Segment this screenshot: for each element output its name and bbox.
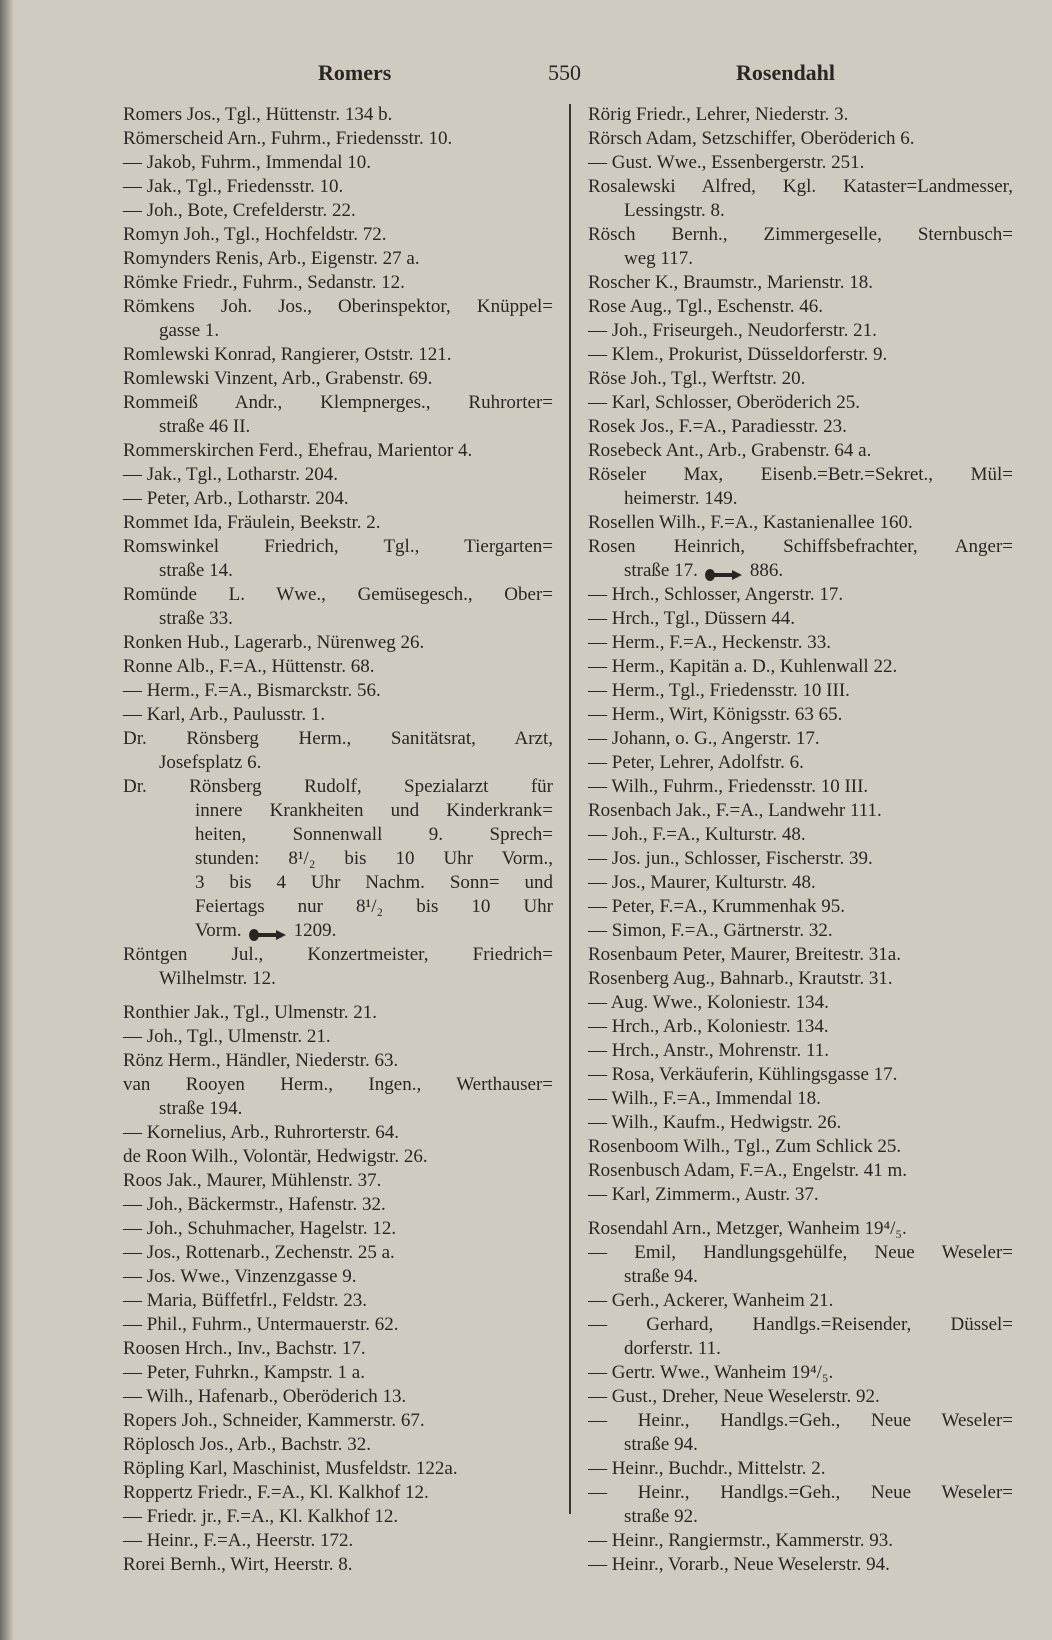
entry-text: — Maria, Büffetfrl., Feldstr. 23. <box>123 1290 367 1311</box>
entry-text: — Gertr. Wwe., Wanheim 19⁴/₅. <box>588 1362 834 1383</box>
entry-text: — Joh., F.=A., Kulturstr. 48. <box>588 824 806 845</box>
directory-entry-line <box>123 1457 553 1481</box>
directory-entry-continuation <box>588 559 1013 583</box>
entry-text: — Wilh., F.=A., Immendal 18. <box>588 1088 821 1109</box>
directory-entry-line <box>123 583 553 607</box>
directory-entry-line <box>123 727 553 751</box>
directory-entry-line <box>123 1313 553 1337</box>
directory-entry-line <box>123 1265 553 1289</box>
directory-entry-line <box>588 727 1013 751</box>
directory-entry-line <box>588 103 1013 127</box>
entry-text: Roscher K., Braumstr., Marienstr. 18. <box>588 272 873 293</box>
entry-gap <box>123 991 553 1001</box>
directory-entry-line <box>588 1481 1013 1505</box>
entry-text: straße 94. <box>624 1434 698 1455</box>
entry-text: Römke Friedr., Fuhrm., Sedanstr. 12. <box>123 272 405 293</box>
directory-entry-line <box>588 631 1013 655</box>
entry-text: Romlewski Vinzent, Arb., Grabenstr. 69. <box>123 368 433 389</box>
directory-entry-continuation <box>588 199 1013 223</box>
entry-text: Ropers Joh., Schneider, Kammerstr. 67. <box>123 1410 425 1431</box>
entry-text: Roos Jak., Maurer, Mühlenstr. 37. <box>123 1170 382 1191</box>
directory-entry-continuation <box>123 847 553 871</box>
directory-entry-line <box>588 151 1013 175</box>
entry-text: — Jos., Maurer, Kulturstr. 48. <box>588 872 816 893</box>
entry-text: — Jak., Tgl., Friedensstr. 10. <box>123 176 344 197</box>
page-number: 550 <box>548 60 581 85</box>
directory-entry-line <box>588 943 1013 967</box>
directory-entry-continuation <box>123 319 553 343</box>
entry-text: — Klem., Prokurist, Düsseldorferstr. 9. <box>588 344 888 365</box>
directory-entry-line <box>123 487 553 511</box>
entry-text: Röseler Max, Eisenb.=Betr.=Sekret., Mül= <box>588 464 1013 485</box>
left-column <box>123 103 553 1577</box>
directory-entry-continuation <box>123 799 553 823</box>
directory-entry-continuation <box>123 751 553 775</box>
entry-text: Rörsch Adam, Setzschiffer, Oberöderich 6. <box>588 128 915 149</box>
entry-text: gasse 1. <box>159 320 220 341</box>
directory-entry-line <box>588 1183 1013 1207</box>
directory-entry-line <box>123 367 553 391</box>
entry-text: — Phil., Fuhrm., Untermauerstr. 62. <box>123 1314 399 1335</box>
entry-text: — Joh., Schuhmacher, Hagelstr. 12. <box>123 1218 397 1239</box>
entry-text: straße 14. <box>159 560 233 581</box>
directory-entry-line <box>588 367 1013 391</box>
entry-text: — Wilh., Kaufm., Hedwigstr. 26. <box>588 1112 842 1133</box>
entry-text: straße 94. <box>624 1266 698 1287</box>
entry-text: Wilhelmstr. 12. <box>159 968 276 989</box>
entry-text: straße 46 II. <box>159 416 251 437</box>
directory-entry-line <box>588 295 1013 319</box>
entry-text: Röplosch Jos., Arb., Bachstr. 32. <box>123 1434 372 1455</box>
entry-text: — Jak., Tgl., Lotharstr. 204. <box>123 464 338 485</box>
directory-entry-line <box>123 1121 553 1145</box>
directory-entry-continuation <box>588 247 1013 271</box>
directory-entry-line <box>588 1385 1013 1409</box>
directory-entry-line <box>588 871 1013 895</box>
entry-text: Romünde L. Wwe., Gemüsegesch., Ober= <box>123 584 553 605</box>
entry-text: — Peter, F.=A., Krummenhak 95. <box>588 896 845 917</box>
directory-entry-line <box>588 1015 1013 1039</box>
directory-entry-line <box>588 1087 1013 1111</box>
entry-text: — Friedr. jr., F.=A., Kl. Kalkhof 12. <box>123 1506 399 1527</box>
entry-text: weg 117. <box>624 248 693 269</box>
directory-entry-line <box>588 919 1013 943</box>
directory-entry-line <box>588 1553 1013 1577</box>
directory-entry-line <box>123 1049 553 1073</box>
directory-entry-line <box>123 703 553 727</box>
entry-text: Lessingstr. 8. <box>624 200 725 221</box>
directory-entry-continuation <box>123 1097 553 1121</box>
entry-text: straße 33. <box>159 608 233 629</box>
entry-text: Rosenbaum Peter, Maurer, Breitestr. 31a. <box>588 944 901 965</box>
directory-entry-line <box>588 415 1013 439</box>
directory-entry-line <box>588 895 1013 919</box>
page-header <box>0 60 1052 94</box>
directory-entry-continuation <box>123 823 553 847</box>
entry-text: — Heinr., Handlgs.=Geh., Neue Weseler= <box>588 1410 1013 1431</box>
entry-text: — Wilh., Hafenarb., Oberöderich 13. <box>123 1386 407 1407</box>
directory-entry-line <box>123 1409 553 1433</box>
directory-entry-line <box>123 943 553 967</box>
column-divider <box>569 104 571 1514</box>
entry-text: Rorei Bernh., Wirt, Heerstr. 8. <box>123 1554 353 1575</box>
entry-text: Rosen Heinrich, Schiffsbefrachter, Anger= <box>588 536 1013 557</box>
directory-entry-line <box>588 127 1013 151</box>
directory-entry-line <box>123 1289 553 1313</box>
entry-text: straße 194. <box>159 1098 243 1119</box>
entry-text: — Aug. Wwe., Koloniestr. 134. <box>588 992 829 1013</box>
entry-text: van Rooyen Herm., Ingen., Werthauser= <box>123 1074 553 1095</box>
directory-entry-line <box>588 751 1013 775</box>
entry-text: Rosek Jos., F.=A., Paradiesstr. 23. <box>588 416 847 437</box>
directory-entry-line <box>588 271 1013 295</box>
entry-text: — Heinr., F.=A., Heerstr. 172. <box>123 1530 354 1551</box>
directory-entry-line <box>588 1409 1013 1433</box>
directory-entry-line <box>588 679 1013 703</box>
directory-entry-line <box>123 127 553 151</box>
directory-entry-continuation <box>123 607 553 631</box>
entry-text: — Peter, Lehrer, Adolfstr. 6. <box>588 752 804 773</box>
entry-text: Rosendahl Arn., Metzger, Wanheim 19⁴/₅. <box>588 1218 907 1239</box>
entry-text: Rommet Ida, Fräulein, Beekstr. 2. <box>123 512 381 533</box>
entry-text: Rommerskirchen Ferd., Ehefrau, Marientor 4. <box>123 440 473 461</box>
entry-text: — Heinr., Buchdr., Mittelstr. 2. <box>588 1458 826 1479</box>
entry-text: Röntgen Jul., Konzertmeister, Friedrich= <box>123 944 553 965</box>
directory-entry-line <box>588 343 1013 367</box>
entry-text: heiten, Sonnenwall 9. Sprech= <box>195 824 553 845</box>
directory-entry-line <box>588 1313 1013 1337</box>
directory-entry-line <box>123 679 553 703</box>
entry-text: Feiertags nur 8¹/₂ bis 10 Uhr <box>195 896 553 917</box>
entry-text: stunden: 8¹/₂ bis 10 Uhr Vorm., <box>195 848 553 869</box>
directory-entry-line <box>123 1385 553 1409</box>
entry-text: — Gerh., Ackerer, Wanheim 21. <box>588 1290 834 1311</box>
directory-entry-line <box>123 391 553 415</box>
entry-text: — Heinr., Handlgs.=Geh., Neue Weseler= <box>588 1482 1013 1503</box>
directory-entry-line <box>123 1169 553 1193</box>
entry-text: — Hrch., Tgl., Düssern 44. <box>588 608 796 629</box>
entry-text: — Karl, Zimmerm., Austr. 37. <box>588 1184 819 1205</box>
directory-entry-line <box>588 1111 1013 1135</box>
entry-text: — Herm., F.=A., Bismarckstr. 56. <box>123 680 381 701</box>
directory-entry-line <box>123 463 553 487</box>
entry-text: — Rosa, Verkäuferin, Kühlingsgasse 17. <box>588 1064 898 1085</box>
directory-entry-line <box>588 847 1013 871</box>
entry-text: — Joh., Friseurgeh., Neudorferstr. 21. <box>588 320 877 341</box>
directory-entry-line <box>588 799 1013 823</box>
entry-text: — Kornelius, Arb., Ruhrorterstr. 64. <box>123 1122 400 1143</box>
entry-text: Romers Jos., Tgl., Hüttenstr. 134 b. <box>123 104 393 125</box>
entry-text: Dr. Rönsberg Rudolf, Spezialarzt für <box>123 776 553 797</box>
entry-text: dorferstr. 11. <box>624 1338 721 1359</box>
directory-entry-line <box>588 1529 1013 1553</box>
entry-text: de Roon Wilh., Volontär, Hedwigstr. 26. <box>123 1146 428 1167</box>
entry-text: — Jos. jun., Schlosser, Fischerstr. 39. <box>588 848 873 869</box>
directory-entry-line <box>123 199 553 223</box>
directory-entry-line <box>588 967 1013 991</box>
entry-text: — Herm., Kapitän a. D., Kuhlenwall 22. <box>588 656 898 677</box>
directory-entry-line <box>123 1241 553 1265</box>
entry-text: innere Krankheiten und Kinderkrank= <box>195 800 553 821</box>
directory-entry-line <box>588 535 1013 559</box>
entry-text: Rösch Bernh., Zimmergeselle, Sternbusch= <box>588 224 1013 245</box>
entry-text: Rosebeck Ant., Arb., Grabenstr. 64 a. <box>588 440 872 461</box>
entry-text: — Hrch., Arb., Koloniestr. 134. <box>588 1016 829 1037</box>
directory-entry-line <box>588 175 1013 199</box>
header-last-entry: Rosendahl <box>736 60 836 85</box>
directory-entry-line <box>588 511 1013 535</box>
entry-text: Römerscheid Arn., Fuhrm., Friedensstr. 10. <box>123 128 453 149</box>
directory-entry-line <box>123 775 553 799</box>
directory-entry-line <box>123 1001 553 1025</box>
entry-text: — Herm., Wirt, Königsstr. 63 65. <box>588 704 843 725</box>
telephone-number: 1209. <box>293 920 337 941</box>
directory-entry-line <box>123 103 553 127</box>
directory-entry-line <box>588 463 1013 487</box>
entry-text: — Hrch., Anstr., Mohrenstr. 11. <box>588 1040 830 1061</box>
entry-text: Rosalewski Alfred, Kgl. Kataster=Landmesser, <box>588 176 1013 197</box>
directory-entry-line <box>588 703 1013 727</box>
directory-entry-line <box>123 271 553 295</box>
entry-text: — Herm., Tgl., Friedensstr. 10 III. <box>588 680 850 701</box>
entry-text: — Jos., Rottenarb., Zechenstr. 25 a. <box>123 1242 395 1263</box>
entry-text: Rörig Friedr., Lehrer, Niederstr. 3. <box>588 104 849 125</box>
telephone-number: 886. <box>749 560 784 581</box>
entry-text: Roosen Hrch., Inv., Bachstr. 17. <box>123 1338 366 1359</box>
directory-entry-continuation <box>123 919 553 943</box>
entry-text: — Heinr., Vorarb., Neue Weselerstr. 94. <box>588 1554 890 1575</box>
directory-entry-continuation <box>123 895 553 919</box>
entry-text: Romynders Renis, Arb., Eigenstr. 27 a. <box>123 248 420 269</box>
entry-text: Romyn Joh., Tgl., Hochfeldstr. 72. <box>123 224 387 245</box>
entry-text: — Wilh., Fuhrm., Friedensstr. 10 III. <box>588 776 869 797</box>
directory-entry-line <box>123 247 553 271</box>
directory-entry-line <box>588 1217 1013 1241</box>
entry-text: — Karl, Schlosser, Oberöderich 25. <box>588 392 861 413</box>
entry-text: Röpling Karl, Maschinist, Musfeldstr. 122a. <box>123 1458 458 1479</box>
directory-entry-line <box>123 655 553 679</box>
directory-entry-line <box>588 607 1013 631</box>
entry-text: Rommeiß Andr., Klempnerges., Ruhrorter= <box>123 392 553 413</box>
entry-text: heimerstr. 149. <box>624 488 738 509</box>
directory-entry-line <box>588 1039 1013 1063</box>
directory-entry-continuation <box>588 487 1013 511</box>
telephone-icon <box>248 925 288 939</box>
page-binding-edge <box>0 0 14 1640</box>
entry-text: Dr. Rönsberg Herm., Sanitätsrat, Arzt, <box>123 728 553 749</box>
directory-entry-line <box>123 343 553 367</box>
entry-text: — Simon, F.=A., Gärtnerstr. 32. <box>588 920 833 941</box>
directory-entry-line <box>588 991 1013 1015</box>
entry-text: Roppertz Friedr., F.=A., Kl. Kalkhof 12. <box>123 1482 429 1503</box>
directory-entry-continuation <box>588 1337 1013 1361</box>
directory-entry-continuation <box>588 1433 1013 1457</box>
entry-text: Rose Aug., Tgl., Eschenstr. 46. <box>588 296 824 317</box>
entry-text: — Gust. Wwe., Essenbergerstr. 251. <box>588 152 865 173</box>
entry-text: — Karl, Arb., Paulusstr. 1. <box>123 704 326 725</box>
directory-entry-line <box>588 775 1013 799</box>
entry-text: — Heinr., Rangiermstr., Kammerstr. 93. <box>588 1530 894 1551</box>
entry-text: — Gerhard, Handlgs.=Reisender, Düssel= <box>588 1314 1013 1335</box>
right-column <box>588 103 1013 1577</box>
directory-entry-line <box>588 1135 1013 1159</box>
directory-entry-line <box>123 1193 553 1217</box>
entry-text: — Gust., Dreher, Neue Weselerstr. 92. <box>588 1386 880 1407</box>
entry-text: Romswinkel Friedrich, Tgl., Tiergarten= <box>123 536 553 557</box>
directory-entry-line <box>123 295 553 319</box>
directory-entry-continuation <box>123 415 553 439</box>
entry-text: — Jakob, Fuhrm., Immendal 10. <box>123 152 372 173</box>
entry-text: — Joh., Tgl., Ulmenstr. 21. <box>123 1026 331 1047</box>
entry-text: Romlewski Konrad, Rangierer, Oststr. 121. <box>123 344 452 365</box>
entry-text: — Peter, Fuhrkn., Kampstr. 1 a. <box>123 1362 365 1383</box>
entry-text: straße 92. <box>624 1506 698 1527</box>
directory-entry-line <box>123 175 553 199</box>
directory-entry-line <box>588 1457 1013 1481</box>
entry-text: — Hrch., Schlosser, Angerstr. 17. <box>588 584 844 605</box>
directory-entry-line <box>123 1553 553 1577</box>
directory-entry-line <box>123 1433 553 1457</box>
directory-entry-line <box>123 1337 553 1361</box>
entry-text: straße 17. <box>624 560 698 581</box>
directory-entry-line <box>588 1241 1013 1265</box>
entry-text: — Joh., Bote, Crefelderstr. 22. <box>123 200 356 221</box>
directory-entry-line <box>588 1361 1013 1385</box>
directory-entry-line <box>123 1529 553 1553</box>
directory-entry-line <box>123 1145 553 1169</box>
telephone-icon <box>704 565 744 579</box>
directory-entry-line <box>588 391 1013 415</box>
entry-text: Ronken Hub., Lagerarb., Nürenweg 26. <box>123 632 425 653</box>
directory-entry-continuation <box>588 1265 1013 1289</box>
directory-entry-line <box>123 631 553 655</box>
directory-entry-continuation <box>123 967 553 991</box>
entry-text: Ronne Alb., F.=A., Hüttenstr. 68. <box>123 656 375 677</box>
entry-text: Römkens Joh. Jos., Oberinspektor, Knüppel= <box>123 296 553 317</box>
directory-entry-line <box>123 1505 553 1529</box>
entry-text: Rosellen Wilh., F.=A., Kastanienallee 160. <box>588 512 913 533</box>
directory-entry-line <box>588 583 1013 607</box>
directory-entry-line <box>123 1481 553 1505</box>
directory-entry-line <box>588 823 1013 847</box>
entry-text: 3 bis 4 Uhr Nachm. Sonn= und <box>195 872 553 893</box>
entry-text: — Herm., F.=A., Heckenstr. 33. <box>588 632 831 653</box>
directory-entry-continuation <box>588 1505 1013 1529</box>
directory-entry-line <box>588 655 1013 679</box>
entry-gap <box>588 1207 1013 1217</box>
entry-text: Röse Joh., Tgl., Werftstr. 20. <box>588 368 806 389</box>
directory-entry-line <box>588 223 1013 247</box>
entry-text: — Emil, Handlungsgehülfe, Neue Weseler= <box>588 1242 1013 1263</box>
entry-text: — Joh., Bäckermstr., Hafenstr. 32. <box>123 1194 386 1215</box>
directory-entry-line <box>123 223 553 247</box>
entry-text: — Peter, Arb., Lotharstr. 204. <box>123 488 349 509</box>
directory-entry-line <box>123 439 553 463</box>
entry-text: Ronthier Jak., Tgl., Ulmenstr. 21. <box>123 1002 378 1023</box>
header-first-entry: Romers <box>318 60 392 85</box>
directory-entry-line <box>123 1025 553 1049</box>
entry-text: Rosenberg Aug., Bahnarb., Krautstr. 31. <box>588 968 893 989</box>
entry-text: Vorm. <box>195 920 242 941</box>
directory-entry-line <box>123 151 553 175</box>
entry-text: — Jos. Wwe., Vinzenzgasse 9. <box>123 1266 357 1287</box>
directory-entry-line <box>588 1063 1013 1087</box>
directory-entry-line <box>123 535 553 559</box>
directory-entry-line <box>588 1289 1013 1313</box>
directory-entry-line <box>123 511 553 535</box>
entry-text: Josefsplatz 6. <box>159 752 262 773</box>
entry-text: — Johann, o. G., Angerstr. 17. <box>588 728 820 749</box>
directory-entry-line <box>588 439 1013 463</box>
directory-entry-line <box>123 1361 553 1385</box>
entry-text: Rönz Herm., Händler, Niederstr. 63. <box>123 1050 399 1071</box>
entry-text: Rosenboom Wilh., Tgl., Zum Schlick 25. <box>588 1136 902 1157</box>
directory-entry-continuation <box>123 871 553 895</box>
directory-entry-line <box>123 1217 553 1241</box>
entry-text: Rosenbach Jak., F.=A., Landwehr 111. <box>588 800 882 821</box>
directory-entry-continuation <box>123 559 553 583</box>
directory-entry-line <box>588 319 1013 343</box>
directory-entry-line <box>123 1073 553 1097</box>
entry-text: Rosenbusch Adam, F.=A., Engelstr. 41 m. <box>588 1160 907 1181</box>
directory-entry-line <box>588 1159 1013 1183</box>
